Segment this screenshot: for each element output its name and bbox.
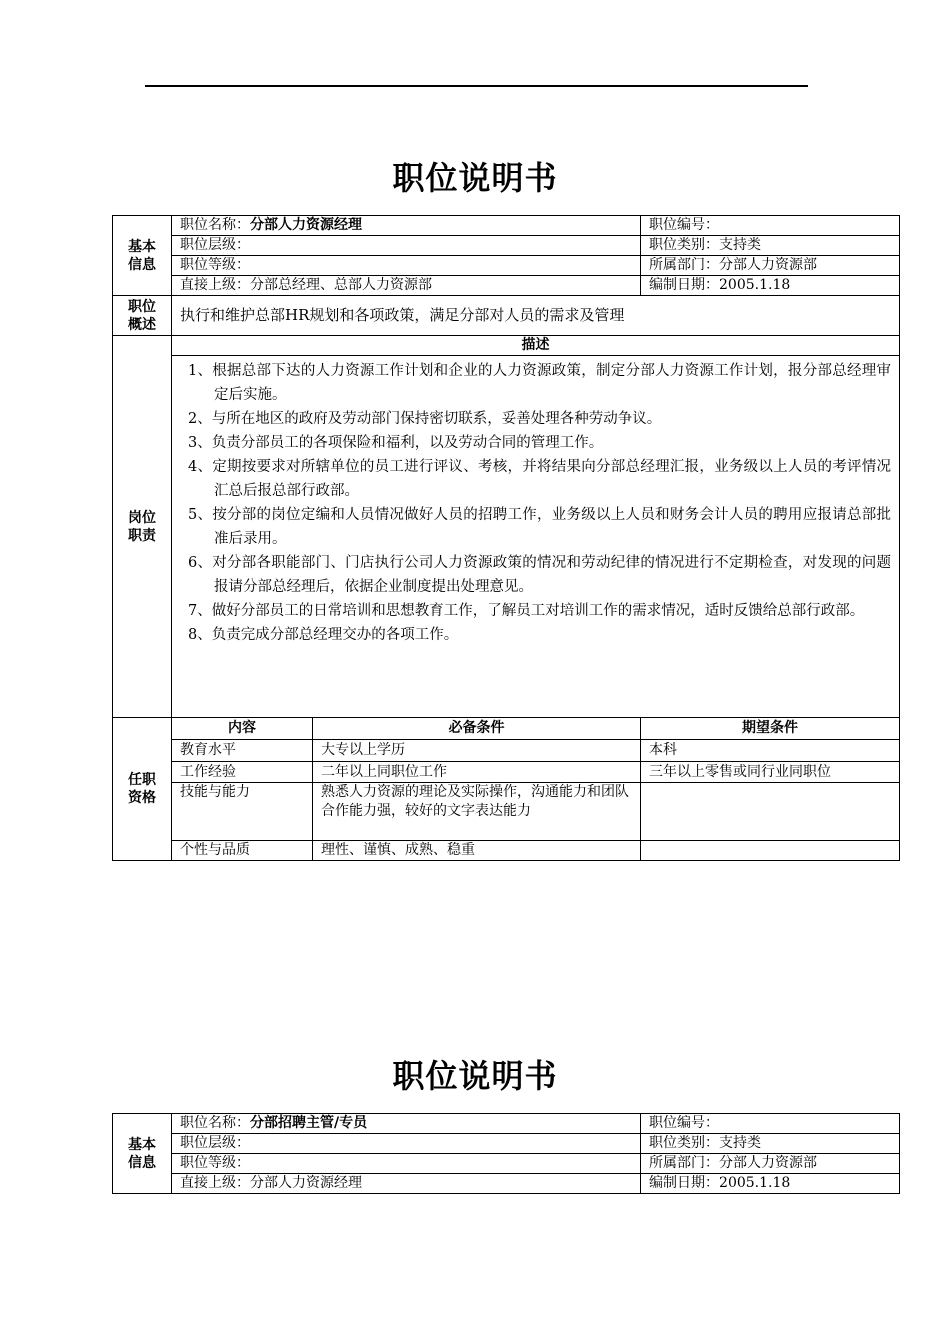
compile-date-value: 2005.1.18	[719, 277, 791, 293]
doc1-title: 职位说明书	[392, 159, 558, 197]
qual-expected	[641, 783, 900, 841]
position-grade-label: 职位等级：	[180, 257, 250, 273]
compile-date-value: 2005.1.18	[719, 1175, 791, 1191]
qualifications-label	[113, 718, 172, 861]
qual-item: 工作经验	[172, 762, 313, 783]
compile-date-label: 编制日期：	[649, 277, 720, 293]
position-category-cell	[641, 236, 900, 256]
direct-superior-cell	[172, 1174, 641, 1194]
compile-date-label: 编制日期：	[649, 1175, 720, 1191]
position-level-cell	[172, 236, 641, 256]
department-label: 所属部门：	[649, 257, 720, 273]
qual-item: 个性与品质	[172, 841, 313, 861]
duties-list	[172, 356, 900, 718]
department-value: 分部人力资源部	[719, 1155, 818, 1171]
overview-label-text: 职位 概述	[128, 298, 156, 333]
basic-info-label	[113, 216, 172, 296]
duty-item: 8、负责完成分部总经理交办的各项工作。	[188, 627, 459, 643]
direct-superior-value: 分部人力资源经理	[250, 1175, 362, 1191]
qual-item: 教育水平	[172, 740, 313, 762]
position-grade-label: 职位等级：	[180, 1155, 250, 1171]
position-code-label: 职位编号：	[649, 217, 720, 233]
qual-required: 熟悉人力资源的理论及实际操作，沟通能力和团队合作能力强，较好的文字表达能力	[313, 783, 641, 841]
direct-superior-label: 直接上级：	[180, 277, 250, 293]
qual-header-content: 内容	[172, 718, 313, 740]
qual-expected: 本科	[641, 740, 900, 762]
position-category-label: 职位类别：	[649, 1135, 720, 1151]
position-category-value: 支持类	[719, 237, 762, 253]
qual-required: 二年以上同职位工作	[313, 762, 641, 783]
position-level-label: 职位层级：	[180, 1135, 250, 1151]
qual-row	[113, 762, 900, 783]
basic-info-label-text: 基本 信息	[128, 238, 156, 273]
qual-item: 技能与能力	[172, 783, 313, 841]
description-header: 描述	[172, 336, 900, 356]
position-name-value: 分部人力资源经理	[250, 217, 362, 233]
position-category-label: 职位类别：	[649, 237, 720, 253]
duty-item: 6、对分部各职能部门、门店执行公司人力资源政策的情况和劳动纪律的情况进行不定期检查，对发现的问题报请分部总经理后，依据企业制度提出处理意见。	[188, 555, 892, 595]
position-name-value: 分部招聘主管/专员	[250, 1115, 368, 1131]
department-value: 分部人力资源部	[719, 257, 818, 273]
header-rule	[145, 85, 808, 87]
position-code-cell	[641, 216, 900, 236]
qual-required: 大专以上学历	[313, 740, 641, 762]
department-cell	[641, 256, 900, 276]
qual-header-required: 必备条件	[313, 718, 641, 740]
qual-expected: 三年以上零售或同行业同职位	[641, 762, 900, 783]
position-level-label: 职位层级：	[180, 237, 250, 253]
compile-date-cell	[641, 276, 900, 296]
duty-item: 5、按分部的岗位定编和人员情况做好人员的招聘工作，业务级以上人员和财务会计人员的聘用应报请总部批准后录用。	[188, 507, 892, 547]
duty-item: 1、根据总部下达的人力资源工作计划和企业的人力资源政策，制定分部人力资源工作计划，报分部总经理审定后实施。	[188, 363, 892, 403]
position-name-cell	[172, 1114, 641, 1134]
qual-row	[113, 841, 900, 861]
qual-expected	[641, 841, 900, 861]
position-grade-cell	[172, 1154, 641, 1174]
overview-label	[113, 296, 172, 336]
position-name-label: 职位名称：	[180, 1115, 250, 1131]
basic-info-label	[113, 1114, 172, 1194]
position-category-cell	[641, 1134, 900, 1154]
department-cell	[641, 1154, 900, 1174]
duty-item: 2、与所在地区的政府及劳动部门保持密切联系，妥善处理各种劳动争议。	[188, 411, 662, 427]
basic-info-label-text: 基本 信息	[128, 1136, 156, 1171]
position-code-cell	[641, 1114, 900, 1134]
position-name-cell	[172, 216, 641, 236]
position-name-label: 职位名称：	[180, 217, 250, 233]
doc1-table	[112, 215, 900, 861]
qual-header-expected: 期望条件	[641, 718, 900, 740]
qual-row	[113, 740, 900, 762]
duty-item: 7、做好分部员工的日常培训和思想教育工作，了解员工对培训工作的需求情况，适时反馈给总部行政部。	[188, 603, 865, 619]
duties-label	[113, 336, 172, 718]
qual-row	[113, 783, 900, 841]
doc2-title: 职位说明书	[392, 1057, 558, 1095]
qual-required: 理性、谨慎、成熟、稳重	[313, 841, 641, 861]
position-grade-cell	[172, 256, 641, 276]
duty-item: 3、负责分部员工的各项保险和福利，以及劳动合同的管理工作。	[188, 435, 604, 451]
duties-label-text: 岗位 职责	[128, 509, 156, 544]
overview-text: 执行和维护总部HR规划和各项政策，满足分部对人员的需求及管理	[172, 296, 900, 336]
department-label: 所属部门：	[649, 1155, 720, 1171]
compile-date-cell	[641, 1174, 900, 1194]
position-category-value: 支持类	[719, 1135, 762, 1151]
duty-item: 4、定期按要求对所辖单位的员工进行评议、考核，并将结果向分部总经理汇报，业务级以上人员的考评情况汇总后报总部行政部。	[188, 459, 892, 499]
position-level-cell	[172, 1134, 641, 1154]
doc2-table	[112, 1113, 900, 1194]
direct-superior-cell	[172, 276, 641, 296]
qualifications-label-text: 任职 资格	[128, 772, 156, 806]
position-code-label: 职位编号：	[649, 1115, 720, 1131]
direct-superior-label: 直接上级：	[180, 1175, 250, 1191]
direct-superior-value: 分部总经理、总部人力资源部	[250, 277, 432, 293]
